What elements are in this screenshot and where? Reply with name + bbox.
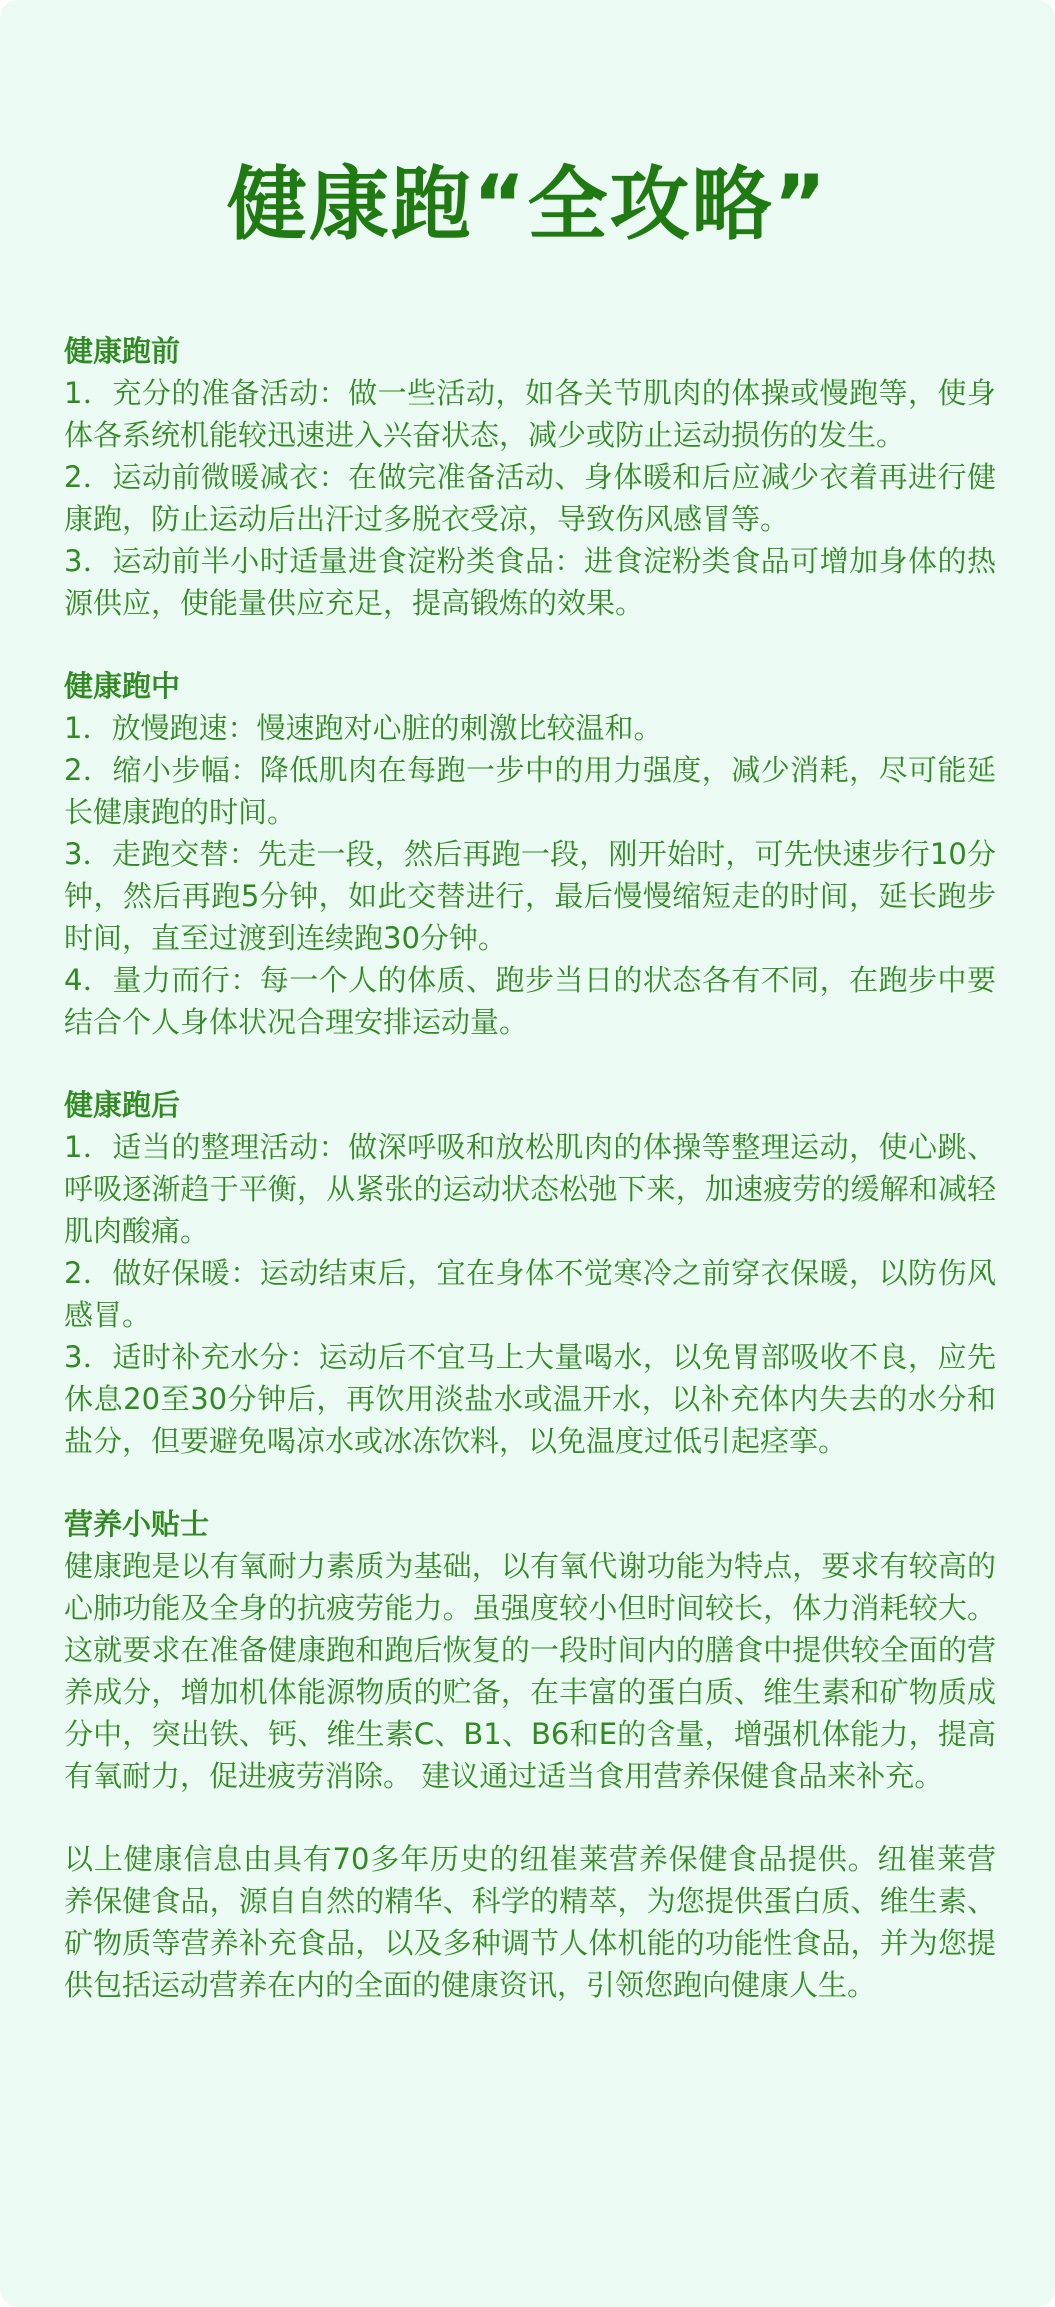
section-heading: 营养小贴士 bbox=[64, 1507, 210, 1541]
closing-paragraph: 以上健康信息由具有70多年历史的纽崔莱营养保健食品提供。纽崔莱营养保健食品，源自自然的精华、科学的精萃，为您提供蛋白质、维生素、矿物质等营养补充食品，以及多种调节人体机能的功能性食品，并为您提供包括运动营养在内的全面的健康资讯，引领您跑向健康人生。 bbox=[64, 1842, 996, 2002]
list-item: 1．放慢跑速：慢速跑对心脏的刺激比较温和。 bbox=[64, 711, 663, 745]
section-during-run bbox=[64, 665, 996, 1043]
section-heading: 健康跑中 bbox=[64, 669, 181, 703]
list-item: 2．缩小步幅：降低肌肉在每跑一步中的用力强度，减少消耗，尽可能延长健康跑的时间。 bbox=[64, 753, 996, 829]
list-item: 3．走跑交替：先走一段，然后再跑一段，刚开始时，可先快速步行10分钟，然后再跑5分钟，如此交替进行，最后慢慢缩短走的时间，延长跑步时间，直至过渡到连续跑30分钟。 bbox=[64, 837, 996, 955]
section-heading: 健康跑前 bbox=[64, 334, 181, 368]
list-item: 3．运动前半小时适量进食淀粉类食品：进食淀粉类食品可增加身体的热源供应，使能量供应充足，提高锻炼的效果。 bbox=[64, 544, 996, 620]
list-item: 1．适当的整理活动：做深呼吸和放松肌肉的体操等整理运动，使心跳、呼吸逐渐趋于平衡，从紧张的运动状态松弛下来，加速疲劳的缓解和减轻肌肉酸痛。 bbox=[64, 1130, 996, 1248]
page-title: 健康跑“全攻略” bbox=[226, 158, 829, 251]
list-item: 2．做好保暖：运动结束后，宜在身体不觉寒冷之前穿衣保暖，以防伤风感冒。 bbox=[64, 1256, 996, 1332]
section-after-run bbox=[64, 1084, 996, 1462]
article-body bbox=[64, 330, 996, 2047]
list-item: 4．量力而行：每一个人的体质、跑步当日的状态各有不同，在跑步中要结合个人身体状况合理安排运动量。 bbox=[64, 963, 996, 1039]
section-heading: 健康跑后 bbox=[64, 1088, 181, 1122]
section-before-run bbox=[64, 330, 996, 624]
paragraph: 健康跑是以有氧耐力素质为基础，以有氧代谢功能为特点，要求有较高的心肺功能及全身的抗疲劳能力。虽强度较小但时间较长，体力消耗较大。这就要求在准备健康跑和跑后恢复的一段时间内的膳食中提供较全面的营养成分，增加机体能源物质的贮备，在丰富的蛋白质、维生素和矿物质成分中，突出铁、钙、维生素C、B1、B6和E的含量，增强机体能力，提高有氧耐力，促进疲劳消除。 建议通过适当食用营养保健食品来补充。 bbox=[64, 1549, 996, 1793]
list-item: 1．充分的准备活动：做一些活动，如各关节肌肉的体操或慢跑等，使身体各系统机能较迅速进入兴奋状态，减少或防止运动损伤的发生。 bbox=[64, 376, 996, 452]
list-item: 2．运动前微暖减衣：在做完准备活动、身体暖和后应减少衣着再进行健康跑，防止运动后出汗过多脱衣受凉，导致伤风感冒等。 bbox=[64, 460, 996, 536]
list-item: 3．适时补充水分：运动后不宜马上大量喝水，以免胃部吸收不良，应先休息20至30分钟后，再饮用淡盐水或温开水，以补充体内失去的水分和盐分，但要避免喝凉水或冰冻饮料，以免温度过低引起痉挛。 bbox=[64, 1340, 996, 1458]
section-closing bbox=[64, 1838, 996, 2006]
section-nutrition-tips bbox=[64, 1503, 996, 1797]
